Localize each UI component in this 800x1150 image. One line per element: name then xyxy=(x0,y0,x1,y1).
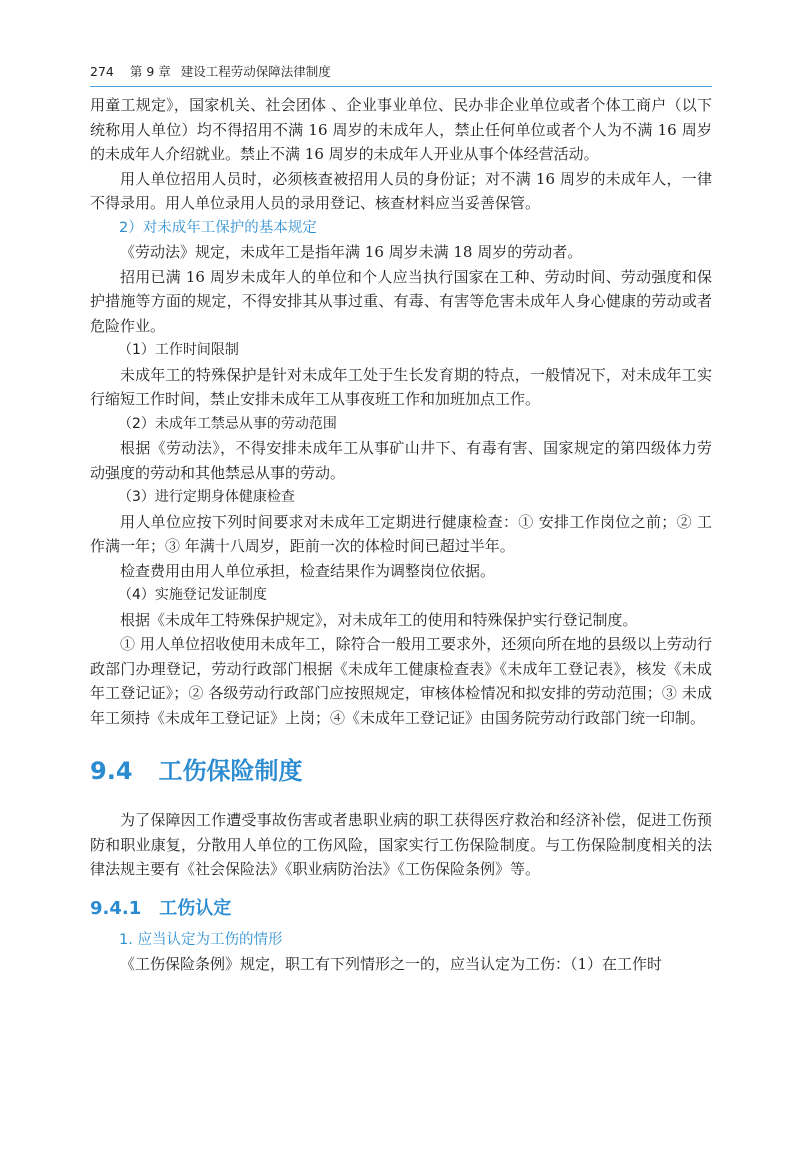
subheading: 2）对未成年工保护的基本规定 xyxy=(119,219,317,236)
section-title xyxy=(90,756,712,786)
subsection-title xyxy=(90,896,712,922)
list-heading: （1）工作时间限制 xyxy=(118,342,239,358)
paragraph: 未成年工的特殊保护是针对未成年工处于生长发育期的特点，一般情况下，对未成年工实行缩短工作时间，禁止安排未成年工从事夜班工作和加班加点工作。 xyxy=(90,365,712,408)
list-heading: （3）进行定期身体健康检查 xyxy=(118,489,295,505)
paragraph: 用人单位应按下列时间要求对未成年工定期进行健康检查：① 安排工作岗位之前；② 工作满一年；③ 年满十八周岁，距前一次的体检时间已超过半年。 xyxy=(90,512,712,555)
paragraph: 为了保障因工作遭受事故伤害或者患职业病的职工获得医疗救治和经济补偿，促进工伤预防和职业康复，分散用人单位的工伤风险，国家实行工伤保险制度。与工伤保险制度相关的法律法规主要有《社会保险法》《职业病防治法》《工伤保险条例》等。 xyxy=(90,811,712,878)
paragraph: 《劳动法》规定，未成年工是指年满 16 周岁未满 18 周岁的劳动者。 xyxy=(120,243,583,261)
subsection-number: 9.4.1 xyxy=(90,897,142,919)
list-heading: （2）未成年工禁忌从事的劳动范围 xyxy=(118,415,337,432)
running-header xyxy=(90,62,712,82)
chapter-title: 建设工程劳动保障法律制度 xyxy=(180,64,331,79)
section-title-text: 工伤保险制度 xyxy=(158,757,303,785)
header-rule xyxy=(90,86,712,87)
paragraph: 用童工规定》，国家机关、社会团体 、企业事业单位、民办非企业单位或者个体工商户（以下统称用人单位）均不得招用不满 16 周岁的未成年人，禁止任何单位或者个人为不满 16 周岁的未成年人介绍就业。禁止不满 16 周岁的未成年人开业从事个体经营活动。 xyxy=(90,96,712,163)
paragraph: 用人单位招用人员时，必须核查被招用人员的身份证；对不满 16 周岁的未成年人，一律不得录用。用人单位录用人员的录用登记、核查材料应当妥善保管。 xyxy=(90,169,712,212)
paragraph: ① 用人单位招收使用未成年工，除符合一般用工要求外，还须向所在地的县级以上劳动行政部门办理登记，劳动行政部门根据《未成年工健康检查表》《未成年工登记表》，核发《未成年工登记证》；② 各级劳动行政部门应按照规定，审核体检情况和拟安排的劳动范围；③ 未成年工须持《未成年工登记证》上岗；④《未成年工登记证》由国务院劳动行政部门统一印制。 xyxy=(90,635,712,727)
page-number: 274 xyxy=(90,64,114,79)
paragraph: 根据《劳动法》，不得安排未成年工从事矿山井下、有毒有害、国家规定的第四级体力劳动强度的劳动和其他禁忌从事的劳动。 xyxy=(90,439,712,482)
section-number: 9.4 xyxy=(90,757,133,785)
paragraph: 招用已满 16 周岁未成年人的单位和个人应当执行国家在工种、劳动时间、劳动强度和保护措施等方面的规定，不得安排其从事过重、有毒、有害等危害未成年人身心健康的劳动或者危险作业。 xyxy=(90,267,712,335)
paragraph: 《工伤保险条例》规定，职工有下列情形之一的，应当认定为工伤：（1）在工作时 xyxy=(120,955,663,973)
subheading: 1. 应当认定为工伤的情形 xyxy=(119,931,283,948)
subsection-title-text: 工伤认定 xyxy=(159,897,232,919)
paragraph: 检查费用由用人单位承担，检查结果作为调整岗位依据。 xyxy=(120,561,496,580)
paragraph: 根据《未成年工特殊保护规定》，对未成年工的使用和特殊保护实行登记制度。 xyxy=(120,610,638,629)
document-page xyxy=(90,62,712,977)
list-heading: （4）实施登记发证制度 xyxy=(118,587,267,603)
chapter-label: 第 9 章 xyxy=(129,64,171,79)
